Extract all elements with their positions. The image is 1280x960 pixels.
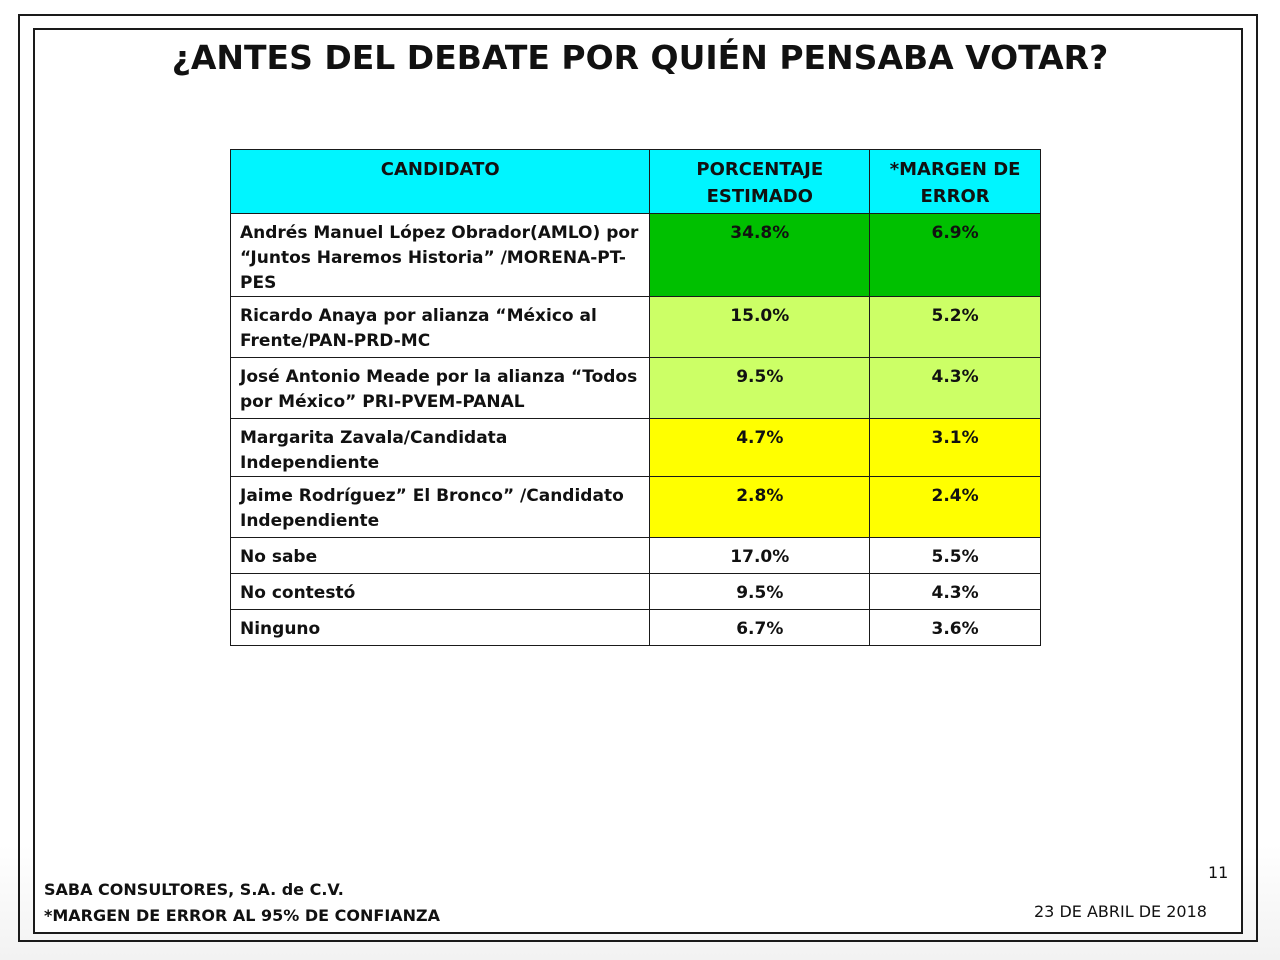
candidate-cell: No contestó (231, 574, 650, 610)
percent-cell: 9.5% (650, 574, 870, 610)
table-row (231, 297, 1041, 358)
percent-cell: 34.8% (650, 214, 870, 297)
table-row (231, 574, 1041, 610)
margin-cell: 2.4% (870, 477, 1041, 538)
candidate-cell: Jaime Rodríguez” El Bronco” /Candidato Independiente (231, 477, 650, 538)
candidate-cell: Ninguno (231, 610, 650, 646)
percent-cell: 6.7% (650, 610, 870, 646)
candidate-cell: José Antonio Meade por la alianza “Todos por México” PRI-PVEM-PANAL (231, 358, 650, 419)
percent-cell: 17.0% (650, 538, 870, 574)
footer-date: 23 DE ABRIL DE 2018 (1034, 902, 1207, 921)
margin-cell: 5.2% (870, 297, 1041, 358)
percent-cell: 15.0% (650, 297, 870, 358)
company-name: SABA CONSULTORES, S.A. de C.V. (44, 880, 344, 899)
margin-cell: 4.3% (870, 574, 1041, 610)
margin-cell: 5.5% (870, 538, 1041, 574)
margin-cell: 3.1% (870, 419, 1041, 477)
table-row (231, 477, 1041, 538)
table-row (231, 419, 1041, 477)
margin-note: *MARGEN DE ERROR AL 95% DE CONFIANZA (44, 906, 441, 925)
table-row (231, 610, 1041, 646)
table-row (231, 214, 1041, 297)
percent-cell: 4.7% (650, 419, 870, 477)
candidate-cell: No sabe (231, 538, 650, 574)
margin-cell: 3.6% (870, 610, 1041, 646)
slide-title: ¿ANTES DEL DEBATE POR QUIÉN PENSABA VOTAR? (171, 38, 1109, 77)
percent-cell: 9.5% (650, 358, 870, 419)
candidate-cell: Margarita Zavala/Candidata Independiente (231, 419, 650, 477)
footer-block (44, 877, 440, 929)
candidate-cell: Andrés Manuel López Obrador(AMLO) por “Juntos Haremos Historia” /MORENA-PT-PES (231, 214, 650, 297)
table-header-row (231, 150, 1041, 214)
results-table (230, 149, 1041, 646)
margin-cell: 4.3% (870, 358, 1041, 419)
header-candidate: CANDIDATO (231, 150, 650, 214)
percent-cell: 2.8% (650, 477, 870, 538)
table-row (231, 538, 1041, 574)
candidate-cell: Ricardo Anaya por alianza “México al Frente/PAN-PRD-MC (231, 297, 650, 358)
table-row (231, 358, 1041, 419)
header-percent: PORCENTAJE ESTIMADO (650, 150, 870, 214)
margin-cell: 6.9% (870, 214, 1041, 297)
header-margin: *MARGEN DE ERROR (870, 150, 1041, 214)
page-number: 11 (1208, 863, 1229, 882)
